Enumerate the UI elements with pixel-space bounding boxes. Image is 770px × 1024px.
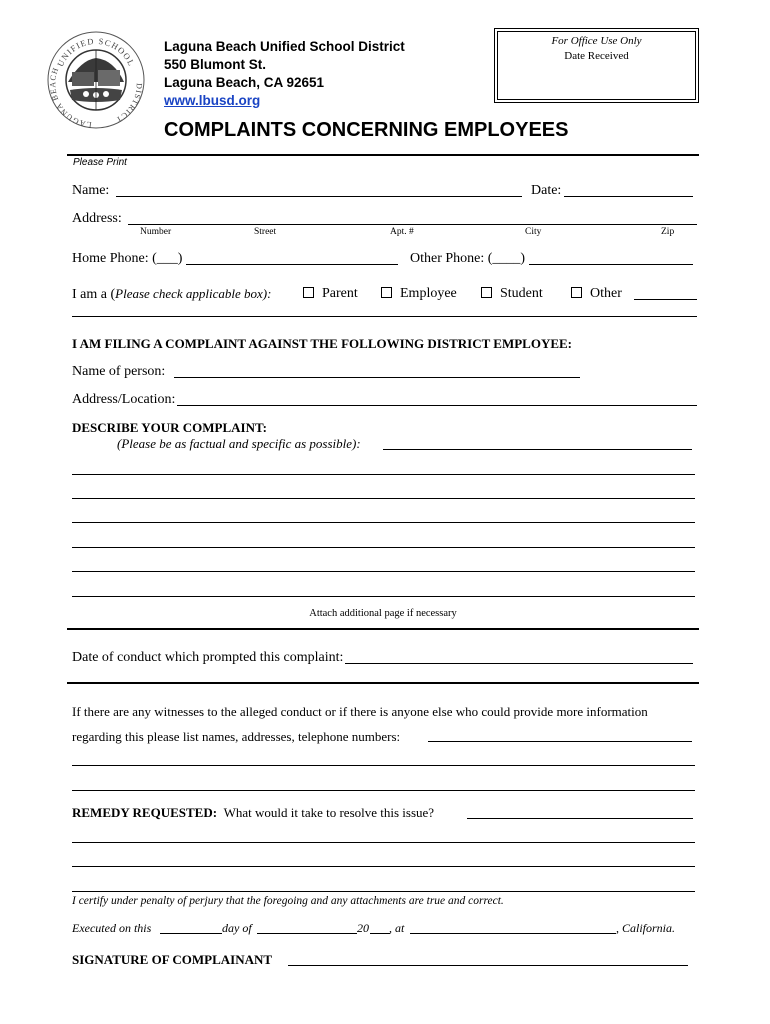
checkbox-student[interactable]	[481, 287, 492, 298]
address-sublabel-city: City	[525, 227, 542, 237]
other-phone-label: Other Phone: (____)	[410, 251, 526, 266]
describe-line-3[interactable]	[72, 498, 695, 499]
address-field[interactable]	[128, 224, 697, 225]
address-sublabel-apt: Apt. #	[390, 227, 414, 237]
executed-location-field[interactable]	[410, 933, 616, 934]
office-use-box	[494, 28, 699, 103]
i-am-a-instructions: Please check applicable box):	[115, 286, 272, 301]
day-of-label: day of	[222, 921, 252, 935]
org-name: Laguna Beach Unified School District	[164, 39, 405, 54]
address-location-label: Address/Location:	[72, 392, 176, 407]
executed-month-field[interactable]	[257, 933, 357, 934]
checkbox-other[interactable]	[571, 287, 582, 298]
address-location-field[interactable]	[177, 405, 697, 406]
remedy-line-1[interactable]	[467, 818, 693, 819]
date-received-label: Date Received	[564, 50, 629, 62]
office-use-title: For Office Use Only	[551, 35, 642, 47]
certify-statement: I certify under penalty of perjury that the foregoing and any attachments are true and correct.	[72, 895, 504, 907]
date-field[interactable]	[564, 196, 693, 197]
name-field[interactable]	[116, 196, 522, 197]
remedy-line-4[interactable]	[72, 891, 695, 892]
witness-text-line1: If there are any witnesses to the alleged conduct or if there is anyone else who could provide more information	[72, 704, 648, 719]
describe-line-6[interactable]	[72, 571, 695, 572]
title-rule	[67, 154, 699, 156]
org-website-link[interactable]: www.lbusd.org	[164, 93, 261, 108]
option-employee-label: Employee	[400, 286, 457, 301]
option-other-label: Other	[590, 286, 622, 301]
executed-on-label: Executed on this	[72, 921, 152, 935]
checkbox-parent[interactable]	[303, 287, 314, 298]
form-title: COMPLAINTS CONCERNING EMPLOYEES	[164, 119, 569, 141]
option-student-label: Student	[500, 286, 543, 301]
year-prefix-label: 20	[357, 921, 369, 935]
checkbox-employee[interactable]	[381, 287, 392, 298]
org-address-line1: 550 Blumont St.	[164, 57, 267, 72]
address-sublabel-number: Number	[140, 227, 172, 237]
describe-line-1[interactable]	[383, 449, 692, 450]
address-label: Address:	[72, 211, 122, 226]
seal-left-text: LAGUNA BEACH	[48, 65, 93, 130]
option-parent[interactable]	[303, 286, 358, 302]
date-label: Date:	[531, 183, 562, 198]
date-of-conduct-field[interactable]	[345, 663, 693, 664]
describe-instructions: (Please be as factual and specific as possible):	[117, 436, 361, 451]
date-of-conduct-label: Date of conduct which prompted this complaint:	[72, 650, 344, 665]
please-print-note: Please Print	[73, 157, 127, 168]
seal-right-text: DISTRICT	[113, 82, 144, 125]
district-seal	[46, 30, 146, 130]
i-am-a-label: I am a (	[72, 287, 116, 302]
name-label: Name:	[72, 183, 110, 198]
describe-line-4[interactable]	[72, 522, 695, 523]
address-sublabel-zip: Zip	[661, 227, 675, 237]
name-of-person-field[interactable]	[174, 377, 580, 378]
describe-line-7[interactable]	[72, 596, 695, 597]
witness-line-1[interactable]	[428, 741, 692, 742]
section-rule-2	[67, 682, 699, 684]
executed-day-field[interactable]	[160, 933, 222, 934]
other-specify-field[interactable]	[634, 299, 697, 300]
attach-note: Attach additional page if necessary	[309, 608, 457, 619]
executed-year-field[interactable]	[370, 933, 390, 934]
at-label: , at	[389, 921, 405, 935]
describe-line-5[interactable]	[72, 547, 695, 548]
signature-label: SIGNATURE OF COMPLAINANT	[72, 952, 273, 967]
other-phone-field[interactable]	[529, 264, 693, 265]
remedy-heading: REMEDY REQUESTED:	[72, 805, 218, 820]
remedy-line-2[interactable]	[72, 842, 695, 843]
section-rule-1	[67, 628, 699, 630]
california-label: , California.	[616, 921, 676, 935]
describe-line-2[interactable]	[72, 474, 695, 475]
executed-on-row	[72, 921, 151, 936]
seal-top-text: UNIFIED SCHOOL	[54, 35, 138, 69]
witness-text-line2: regarding this please list names, addresses, telephone numbers:	[72, 729, 401, 744]
option-other[interactable]	[571, 286, 622, 302]
witness-line-3[interactable]	[72, 790, 695, 791]
home-phone-label: Home Phone: (___)	[72, 251, 183, 266]
remedy-line-3[interactable]	[72, 866, 695, 867]
filing-heading: I AM FILING A COMPLAINT AGAINST THE FOLLOWING DISTRICT EMPLOYEE:	[72, 336, 572, 351]
info-blank-line[interactable]	[72, 316, 697, 317]
describe-heading: DESCRIBE YOUR COMPLAINT:	[72, 420, 268, 435]
witness-line-2[interactable]	[72, 765, 695, 766]
option-employee[interactable]	[381, 286, 457, 302]
option-student[interactable]	[481, 286, 543, 302]
signature-field[interactable]	[288, 965, 688, 966]
address-sublabel-street: Street	[254, 227, 277, 237]
option-parent-label: Parent	[322, 286, 358, 301]
home-phone-field[interactable]	[186, 264, 398, 265]
name-of-person-label: Name of person:	[72, 364, 166, 379]
org-address-line2: Laguna Beach, CA 92651	[164, 75, 325, 90]
remedy-question: What would it take to resolve this issue?	[223, 805, 435, 820]
